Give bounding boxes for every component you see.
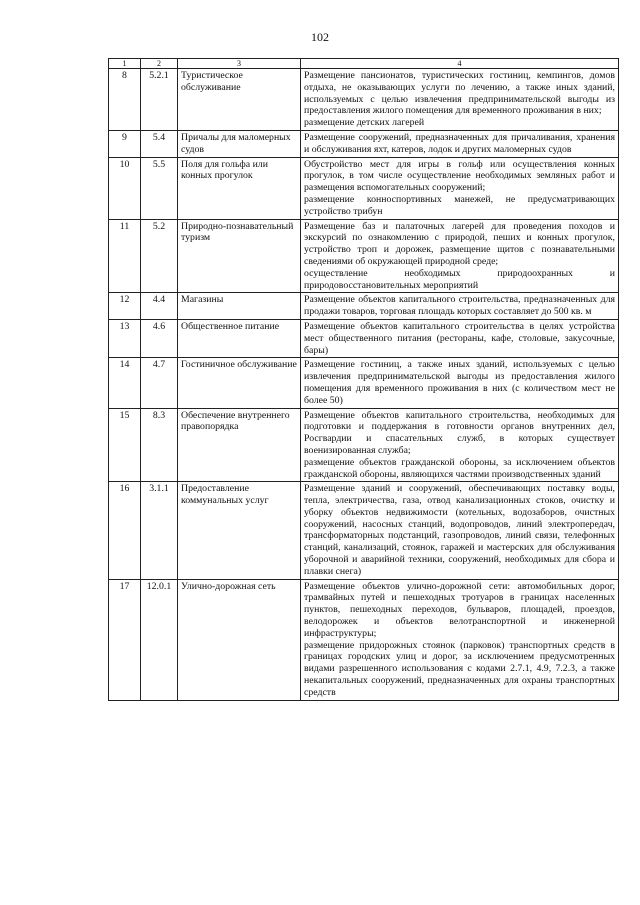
use-description-cell [301,219,619,293]
description-paragraph: размещение детских лагерей [304,117,425,129]
row-number-cell: 14 [109,358,141,408]
use-name-cell: Магазины [178,293,301,320]
use-code-cell: 5.2 [141,219,178,293]
row-number-cell: 15 [109,408,141,482]
description-paragraph: размещение объектов гражданской обороны, за исключением объектов гражданской обороны, являющихся частями производственных зданий [304,456,615,480]
row-number-cell: 17 [109,579,141,700]
table-row [109,408,619,482]
description-paragraph: размещение придорожных стоянок (парковок) транспортных средств в границах городских улиц и дорог, за исключением предусмотренных видами разрешенного использования с кодами 2.7.1, 4.9, 7.2.3, а также некапитальных сооружений, предназначенных для охраны транспортных средств [304,639,615,698]
use-description-cell [301,579,619,700]
row-number-cell: 9 [109,130,141,157]
use-code-cell: 12.0.1 [141,579,178,700]
use-code-cell: 4.4 [141,293,178,320]
use-name-cell: Природно-познавательный туризм [178,219,301,293]
use-name-cell: Причалы для маломерных судов [178,130,301,157]
table-row [109,579,619,700]
description-paragraph: Размещение пансионатов, туристических гостиниц, кемпингов, домов отдыха, не оказывающих услуги по лечению, а также иных зданий, используемых с целью извлечения предпринимательской выгоды из предоставления жилого помещения для временного проживания в них; [304,70,615,117]
description-paragraph: размещение конноспортивных манежей, не предусматривающих устройство трибун [304,193,615,217]
row-number-cell: 10 [109,157,141,219]
description-paragraph: Размещение объектов капитального строительства, необходимых для подготовки и поддержания в готовности органов внутренних дел, Росгвардии и спасательных служб, в которых существует военизированная служба; [304,409,615,456]
header-cell: 1 [109,59,141,69]
table-header-row [109,59,619,69]
land-use-table [108,58,619,701]
use-name-cell: Обеспечение внутреннего правопорядка [178,408,301,482]
use-description-cell [301,358,619,408]
description-paragraph: осуществление необходимых природоохранных и природовосстановительных мероприятий [304,267,615,291]
use-description-cell [301,408,619,482]
row-number-cell: 11 [109,219,141,293]
row-number-cell: 8 [109,69,141,131]
table-row [109,130,619,157]
header-cell: 3 [178,59,301,69]
description-paragraph: Обустройство мест для игры в гольф или осуществления конных прогулок, в том числе осуществление необходимых земляных работ и размещения вспомогательных сооружений; [304,158,615,194]
table-row [109,319,619,357]
use-code-cell: 5.2.1 [141,69,178,131]
use-code-cell: 4.6 [141,319,178,357]
table-row [109,482,619,579]
table-row [109,219,619,293]
use-code-cell: 5.5 [141,157,178,219]
use-code-cell: 8.3 [141,408,178,482]
use-code-cell: 4.7 [141,358,178,408]
use-code-cell: 3.1.1 [141,482,178,579]
use-name-cell: Общественное питание [178,319,301,357]
use-code-cell: 5.4 [141,130,178,157]
use-name-cell: Туристическое обслуживание [178,69,301,131]
table-row [109,293,619,320]
table-row [109,358,619,408]
description-paragraph: Размещение баз и палаточных лагерей для проведения походов и экскурсий по ознакомлению с природой, пеших и конных прогулок, устройство троп и дорожек, размещение щитов с познавательными сведениями об окружающей природной среде; [304,220,615,267]
use-description-cell [301,319,619,357]
description-paragraph: Размещение объектов капитального строительства, предназначенных для продажи товаров, торговая площадь которых составляет до 500 кв. м [304,294,615,318]
use-name-cell: Гостиничное обслуживание [178,358,301,408]
use-description-cell [301,69,619,131]
description-paragraph: Размещение объектов капитального строительства в целях устройства мест общественного питания (рестораны, кафе, столовые, закусочные, бары) [304,320,615,356]
description-paragraph: Размещение гостиниц, а также иных зданий, используемых с целью извлечения предпринимательской выгоды из предоставления жилого помещения для временного проживания в них (с количеством мест не более 50) [304,359,615,406]
use-description-cell [301,157,619,219]
use-description-cell [301,130,619,157]
table-row [109,69,619,131]
use-name-cell: Поля для гольфа или конных прогулок [178,157,301,219]
use-name-cell: Улично-дорожная сеть [178,579,301,700]
row-number-cell: 16 [109,482,141,579]
use-description-cell [301,293,619,320]
description-paragraph: Размещение объектов улично-дорожной сети: автомобильных дорог, трамвайных путей и пешеходных тротуаров в границах населенных пунктов, пешеходных переходов, бульваров, площадей, проездов, велодорожек и объектов велотранспортной и инженерной инфраструктуры; [304,580,615,639]
header-cell: 4 [301,59,619,69]
row-number-cell: 12 [109,293,141,320]
row-number-cell: 13 [109,319,141,357]
use-name-cell: Предоставление коммунальных услуг [178,482,301,579]
description-paragraph: Размещение сооружений, предназначенных для причаливания, хранения и обслуживания яхт, катеров, лодок и других маломерных судов [304,131,615,155]
description-paragraph: Размещение зданий и сооружений, обеспечивающих поставку воды, тепла, электричества, газа, отвод канализационных стоков, очистку и уборку объектов недвижимости (котельных, водозаборов, очистных сооружений, насосных станций, водопроводов, линий электропередач, трансформаторных подстанций, газопроводов, линий связи, телефонных станций, канализаций, стоянок, гаражей и мастерских для обслуживания уборочной и аварийной техники, сооружений, необходимых для сбора и плавки снега) [304,483,615,577]
page-number: 102 [311,30,329,44]
table-row [109,157,619,219]
use-description-cell [301,482,619,579]
header-cell: 2 [141,59,178,69]
